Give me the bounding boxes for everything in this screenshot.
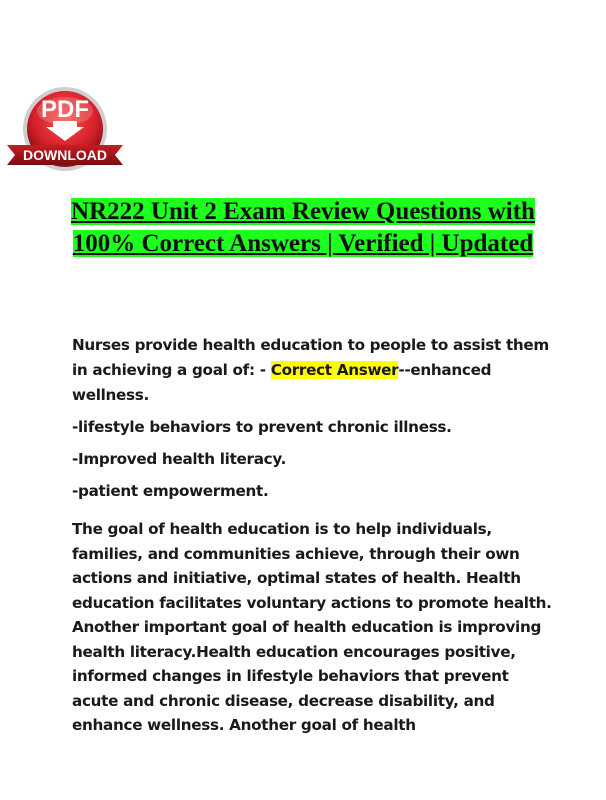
pdf-label: PDF xyxy=(41,96,89,123)
question-stem: Nurses provide health education to people to assist them in achieving a goal of: - xyxy=(72,336,549,379)
correct-answer-highlight: Correct Answer xyxy=(270,361,399,379)
answer-option-3: -patient empowerment. xyxy=(72,482,269,500)
document-title-text: NR222 Unit 2 Exam Review Questions with 100% Correct Answers | Verified | Updated xyxy=(71,198,535,257)
question-block xyxy=(72,333,552,504)
pdf-download-icon xyxy=(3,83,129,179)
explanation-paragraph: The goal of health education is to help individuals, families, and communities achieve, through their own actions and initiative, optimal states of health. Health education facilitates voluntary actions to promote health. Another important goal of health education is improving health literacy.Health education encourages positive, informed changes in lifestyle behaviors that prevent acute and chronic disease, decrease disability, and enhance wellness. Another goal of health xyxy=(72,520,552,734)
download-label: DOWNLOAD xyxy=(23,147,107,163)
answer-primary: --enhanced wellness. xyxy=(72,361,492,404)
document-title xyxy=(40,196,566,260)
pdf-download-badge[interactable] xyxy=(3,83,129,179)
answer-option-2: -Improved health literacy. xyxy=(72,450,287,468)
question-text xyxy=(72,333,552,408)
answer-option-1: -lifestyle behaviors to prevent chronic illness. xyxy=(72,418,452,436)
